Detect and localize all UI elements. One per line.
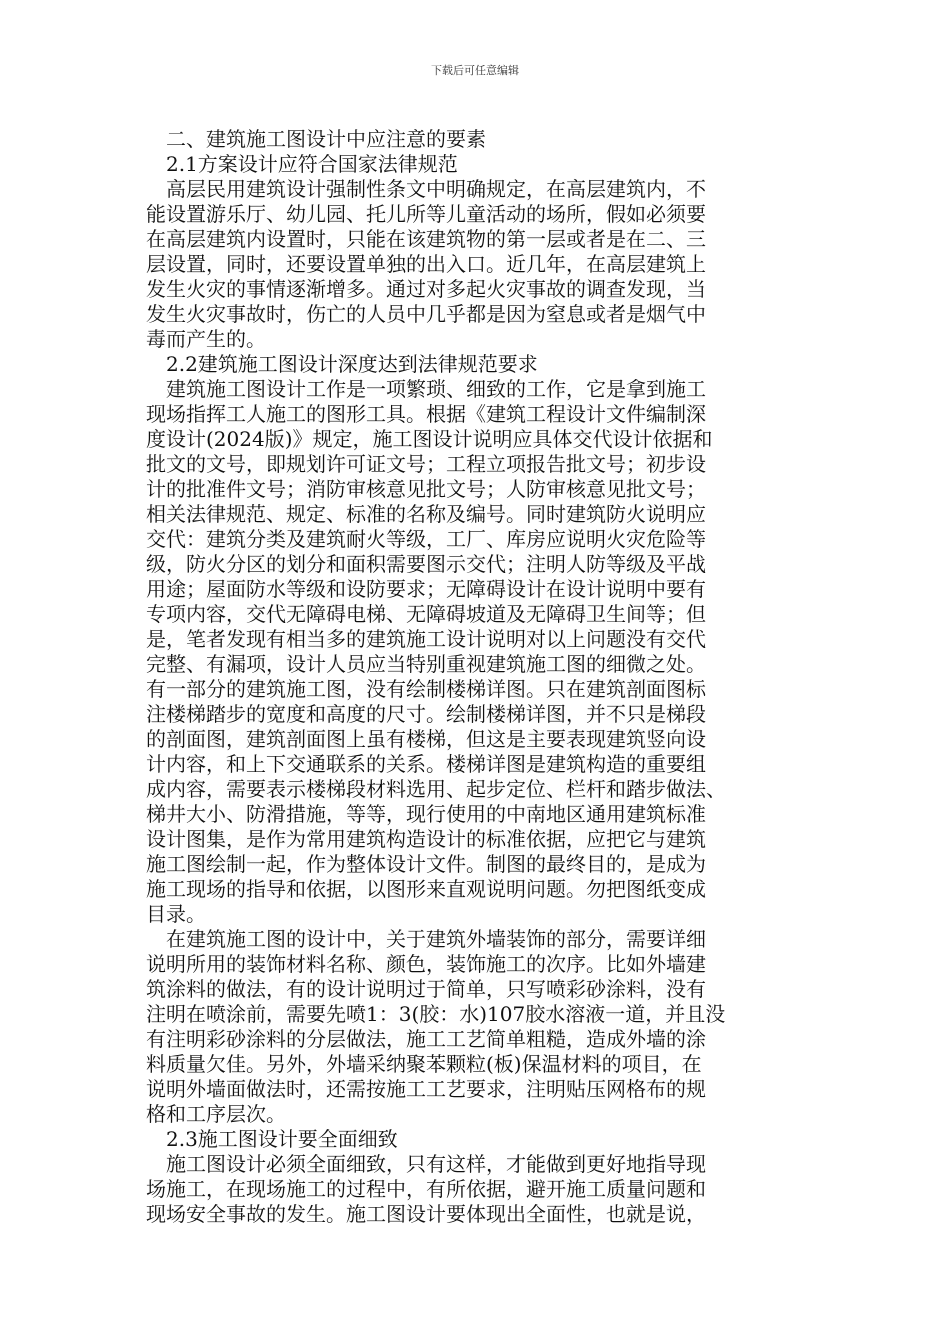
text-line: 现场指挥工人施工的图形工具。根据《建筑工程设计文件编制深	[146, 402, 706, 426]
text-line: 现场安全事故的发生。施工图设计要体现出全面性，也就是说，	[146, 1202, 706, 1226]
text-line: 目录。	[146, 902, 206, 926]
text-line: 料质量欠佳。另外，外墙采纳聚苯颗粒(板)保温材料的项目，在	[146, 1052, 702, 1076]
text-line: 的剖面图，建筑剖面图上虽有楼梯，但这是主要表现建筑竖向设	[146, 727, 706, 751]
text-line: 完整、有漏项，设计人员应当特别重视建筑施工图的细微之处。	[146, 652, 706, 676]
text-line: 计内容，和上下交通联系的关系。楼梯详图是建筑构造的重要组	[146, 752, 706, 776]
text-line: 建筑施工图设计工作是一项繁琐、细致的工作，它是拿到施工	[146, 377, 706, 401]
text-line: 毒而产生的。	[146, 327, 266, 351]
text-line: 施工图绘制一起，作为整体设计文件。制图的最终目的，是成为	[146, 852, 706, 876]
text-line: 梯井大小、防滑措施，等等，现行使用的中南地区通用建筑标准	[146, 802, 706, 826]
text-line: 层设置，同时，还要设置单独的出入口。近几年，在高层建筑上	[146, 252, 706, 276]
text-line: 批文的文号，即规划许可证文号；工程立项报告批文号；初步设	[146, 452, 706, 476]
subsection-heading: 2.2建筑施工图设计深度达到法律规范要求	[146, 352, 538, 376]
text-line: 发生火灾的事情逐渐增多。通过对多起火灾事故的调查发现，当	[146, 277, 706, 301]
section-heading: 二、建筑施工图设计中应注意的要素	[146, 127, 486, 151]
text-line: 说明所用的装饰材料名称、颜色，装饰施工的次序。比如外墙建	[146, 952, 706, 976]
text-line: 场施工，在现场施工的过程中，有所依据，避开施工质量问题和	[146, 1177, 706, 1201]
text-line: 筑涂料的做法，有的设计说明过于简单，只写喷彩砂涂料，没有	[146, 977, 706, 1001]
text-line: 度设计(2024版)》规定，施工图设计说明应具体交代设计依据和	[146, 427, 713, 451]
text-line: 有一部分的建筑施工图，没有绘制楼梯详图。只在建筑剖面图标	[146, 677, 706, 701]
subsection-heading: 2.1方案设计应符合国家法律规范	[146, 152, 458, 176]
text-line: 相关法律规范、规定、标准的名称及编号。同时建筑防火说明应	[146, 502, 706, 526]
text-line: 在建筑施工图的设计中，关于建筑外墙装饰的部分，需要详细	[146, 927, 706, 951]
text-line: 格和工序层次。	[146, 1102, 286, 1126]
document-body	[146, 127, 786, 1227]
text-line: 施工现场的指导和依据，以图形来直观说明问题。勿把图纸变成	[146, 877, 706, 901]
text-line: 高层民用建筑设计强制性条文中明确规定，在高层建筑内，不	[146, 177, 706, 201]
text-line: 设计图集，是作为常用建筑构造设计的标准依据，应把它与建筑	[146, 827, 706, 851]
text-line: 注明在喷涂前，需要先喷1：3(胶：水)107胶水溶液一道，并且没	[146, 1002, 726, 1026]
text-line: 级，防火分区的划分和面积需要图示交代；注明人防等级及平战	[146, 552, 706, 576]
page-header-note: 下载后可任意编辑	[431, 64, 519, 77]
text-line: 是，笔者发现有相当多的建筑施工设计说明对以上问题没有交代	[146, 627, 706, 651]
text-line: 专项内容，交代无障碍电梯、无障碍坡道及无障碍卫生间等；但	[146, 602, 706, 626]
text-line: 能设置游乐厅、幼儿园、托儿所等儿童活动的场所，假如必须要	[146, 202, 706, 226]
text-line: 说明外墙面做法时，还需按施工工艺要求，注明贴压网格布的规	[146, 1077, 706, 1101]
text-line: 施工图设计必须全面细致，只有这样，才能做到更好地指导现	[146, 1152, 706, 1176]
text-line: 注楼梯踏步的宽度和高度的尺寸。绘制楼梯详图，并不只是梯段	[146, 702, 706, 726]
text-line: 在高层建筑内设置时，只能在该建筑物的第一层或者是在二、三	[146, 227, 706, 251]
text-line: 计的批准件文号；消防审核意见批文号；人防审核意见批文号；	[146, 477, 706, 501]
text-line: 有注明彩砂涂料的分层做法，施工工艺简单粗糙，造成外墙的涂	[146, 1027, 706, 1051]
subsection-heading: 2.3施工图设计要全面细致	[146, 1127, 398, 1151]
text-line: 发生火灾事故时，伤亡的人员中几乎都是因为窒息或者是烟气中	[146, 302, 706, 326]
text-line: 交代：建筑分类及建筑耐火等级，工厂、库房应说明火灾危险等	[146, 527, 706, 551]
text-line: 成内容，需要表示楼梯段材料选用、起步定位、栏杆和踏步做法、	[146, 777, 726, 801]
text-line: 用途；屋面防水等级和设防要求；无障碍设计在设计说明中要有	[146, 577, 706, 601]
